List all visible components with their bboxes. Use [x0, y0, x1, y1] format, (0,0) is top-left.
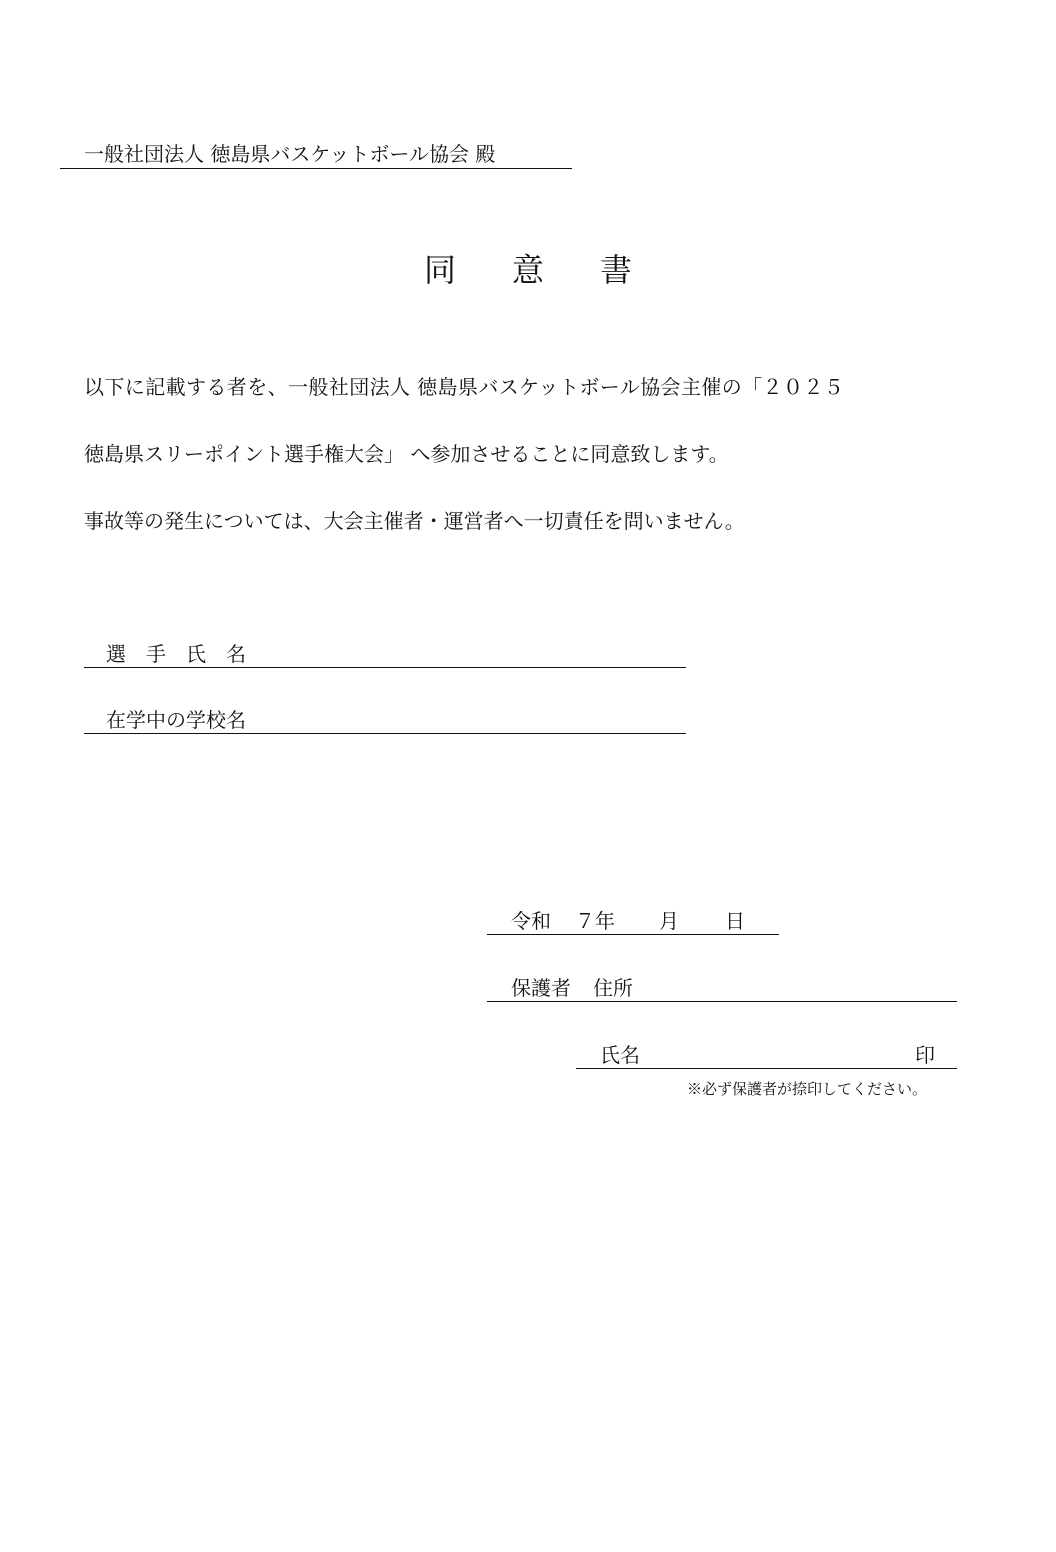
player-name-label-char: 氏 [186, 642, 206, 666]
player-name-label-char: 手 [146, 642, 166, 666]
school-name-label: 在学中の学校名 [106, 708, 246, 732]
date-month: 月 [659, 909, 679, 933]
body-line-1: 以下に記載する者を、一般社団法人 徳島県バスケットボール協会主催の「２０２５ [84, 375, 845, 399]
seal-note: ※必ず保護者が捺印してください。 [687, 1080, 928, 1098]
player-name-field[interactable] [84, 641, 686, 668]
date-year: ７年 [575, 909, 615, 933]
addressee: 一般社団法人 徳島県バスケットボール協会 殿 [84, 142, 496, 166]
guardian-address-label: 住所 [593, 976, 633, 1000]
body-line-3: 事故等の発生については、大会主催者・運営者へ一切責任を問いません。 [84, 509, 745, 533]
title-char: 意 [511, 251, 544, 289]
title-char: 書 [600, 251, 633, 289]
guardian-address-field[interactable] [487, 975, 957, 1002]
player-name-label-char: 名 [226, 642, 246, 666]
guardian-label: 保護者 [511, 976, 571, 1000]
document-title [0, 250, 1056, 290]
player-name-label-char: 選 [106, 642, 126, 666]
date-field[interactable] [487, 908, 779, 935]
date-day: 日 [725, 909, 745, 933]
guardian-name-field[interactable] [576, 1042, 957, 1069]
addressee-line [60, 141, 572, 169]
guardian-name-label: 氏名 [600, 1043, 640, 1067]
date-era: 令和 [511, 909, 551, 933]
seal-mark: 印 [915, 1043, 935, 1067]
school-name-field[interactable] [84, 707, 686, 734]
title-char: 同 [423, 251, 456, 289]
body-line-2: 徳島県スリーポイント選手権大会」 へ参加させることに同意致します。 [84, 442, 729, 466]
